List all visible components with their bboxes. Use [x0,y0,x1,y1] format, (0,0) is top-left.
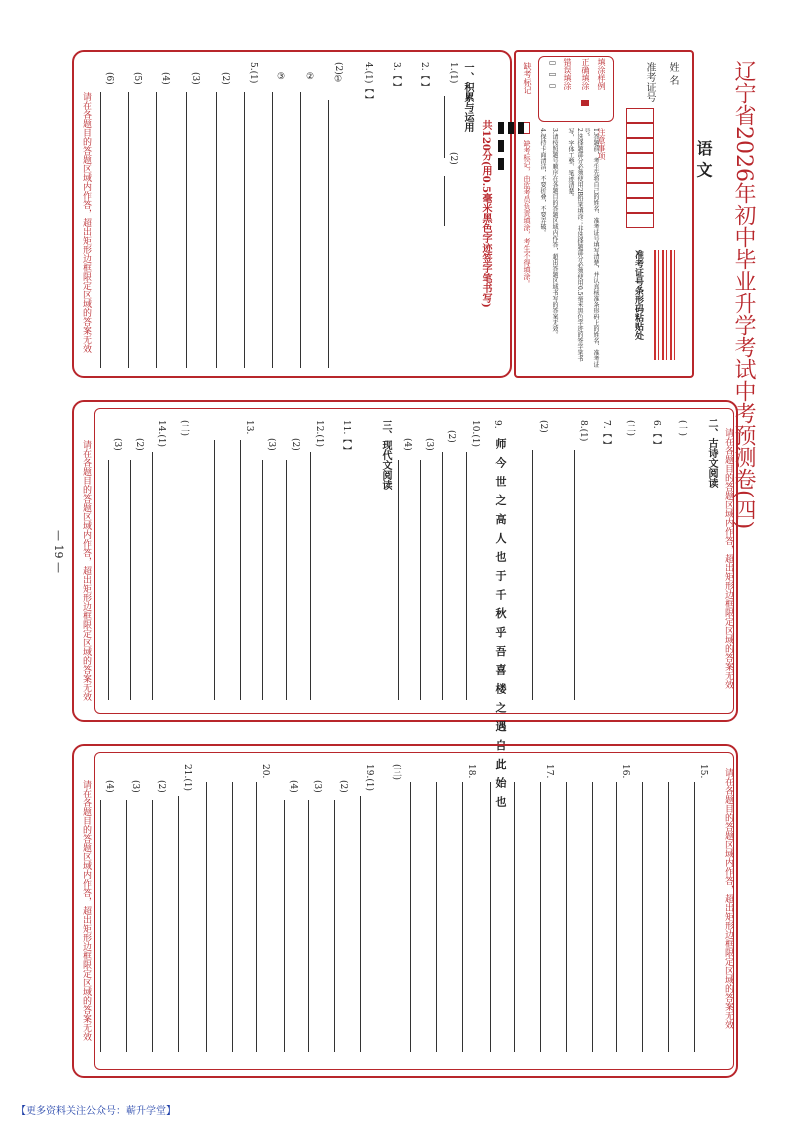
barcode-image [654,250,676,360]
answer-line[interactable] [310,452,311,700]
q9-label: 9. [492,420,502,429]
q8-part2-label: (2) [538,420,548,433]
subsection-one-label: (一) [677,420,687,437]
absent-note: 缺考标记，由监考员负责填涂，考生不得填涂。 [523,140,531,287]
q5-part6-label: (6) [104,72,114,85]
q21-part2-label: (2) [156,780,166,793]
answer-line[interactable] [232,782,233,1052]
answer-line[interactable] [444,176,445,226]
q21-part1-label: 21.(1) [182,764,192,792]
q14-part1-label: 14.(1) [156,420,166,448]
answer-line[interactable] [466,452,467,700]
q12-part3-label: (3) [266,438,276,451]
boundary-note: 请在各题目的答题区域内作答，超出矩形边框限定区域的答案无效 [81,440,91,701]
score-note: 共120分(用0.5毫米黑色字迹签字笔书写) [480,120,491,308]
q12-part1-label: 12.(1) [314,420,324,448]
boundary-note: 请在各题目的答题区域内作答，超出矩形边框限定区域的答案无效 [723,768,733,1029]
subject-title: 语 文 [694,140,713,178]
answer-line[interactable] [100,800,101,1052]
answer-line[interactable] [420,460,421,700]
answer-line[interactable] [328,100,329,368]
q5-part2-label: (2) [220,72,230,85]
fill-example-label: 填涂样例 [597,58,606,90]
answer-line[interactable] [360,796,361,1052]
answer-line[interactable] [574,450,575,700]
absent-label: 缺考标记 [523,62,532,94]
note-1: 1.答题前，考生先将自己的姓名、准考证号填写清楚，并认真核准条形码上的姓名、准考证号。 [583,128,599,368]
answer-line[interactable] [130,460,131,700]
header-panel [72,50,512,378]
answer-line[interactable] [668,782,669,1052]
barcode-label: 准考证号条形码粘贴处 [633,250,643,340]
answer-line[interactable] [442,452,443,700]
q18-label: 18. [466,764,476,779]
q21-part3-label: (3) [130,780,140,793]
wrong-fill-label: 错误填涂 [563,58,572,90]
timing-mark [498,158,504,170]
answer-line[interactable] [694,782,695,1052]
q14-part2-label: (2) [134,438,144,451]
answer-line[interactable] [152,452,153,700]
q9-sentence: 师 今 世 之 高 人 也 于 千 秋 乎 吾 喜 楼 之 遇 自 此 始 也 [494,438,507,809]
q14-part3-label: (3) [112,438,122,451]
footer-note: 【更多资料关注公众号：蕲升学堂】 [16,1106,176,1117]
answer-line[interactable] [108,460,109,700]
q17-label: 17. [544,764,554,779]
answer-line[interactable] [462,782,463,1052]
q19-part1-label: 19.(1) [364,764,374,792]
q4-part4-label: ③ [276,72,286,82]
answer-line[interactable] [262,460,263,700]
q1-part1-label: 1.(1) [448,62,458,84]
answer-line[interactable] [490,782,491,1052]
q10-part3-label: (3) [424,438,434,451]
q21-part4-label: (4) [104,780,114,793]
note-3: 3.请按照题号顺序在各题目的答题区域内作答，超出答题区域书写的答案无效。 [551,128,558,338]
section-one-title: 一、积累与运用 [462,62,473,132]
middle-inner-panel [94,408,734,714]
q7-label: 7.【 】 [601,420,611,450]
timing-mark [508,122,514,134]
q5-part3-label: (3) [190,72,200,85]
q4-part2-label: (2)① [333,62,343,85]
subsection-four-label: (二) [179,420,189,437]
timing-mark [518,122,524,134]
answer-line[interactable] [244,92,245,368]
bottom-inner-panel [94,752,734,1070]
answer-line[interactable] [642,782,643,1052]
answer-line[interactable] [566,782,567,1052]
note-2: 2.选择题部分必须使用2B铅笔填涂；非选择题部分必须使用0.5毫米黑色字迹的签字笔书写，字体工整、笔迹清楚。 [567,128,583,362]
q13-label: 13. [244,420,254,435]
q10-part1-label: 10.(1) [470,420,480,448]
timing-mark [498,140,504,152]
answer-line[interactable] [410,782,411,1052]
name-label: 姓 名 [667,62,678,86]
answer-line[interactable] [272,92,273,368]
wrong-fill-marks: ▭ ▭ ▭ [548,58,557,91]
subsection-three-label: (三) [391,764,401,781]
note-4: 4.保持卡面清洁，不要折叠，不要弄破。 [539,128,546,236]
boundary-note: 请在各题目的答题区域内作答，超出矩形边框限定区域的答案无效 [81,780,91,1041]
answer-line[interactable] [100,92,101,368]
answer-line[interactable] [334,800,335,1052]
answer-line[interactable] [444,96,445,158]
boundary-note: 请在各题目的答题区域内作答，超出矩形边框限定区域的答案无效 [723,428,733,689]
answer-line[interactable] [514,782,515,1052]
subsection-two-label: (二) [625,420,635,437]
answer-line[interactable] [156,92,157,368]
section-two-title: 二、古诗文阅读 [706,418,717,488]
answer-line[interactable] [256,782,257,1052]
q11-label: 11.【 】 [341,420,351,456]
q3-label: 3.【 】 [391,62,401,92]
id-number-grid[interactable] [626,108,654,228]
answer-line[interactable] [186,92,187,368]
q8-part1-label: 8.(1) [578,420,588,442]
q2-label: 2.【 】 [419,62,429,92]
answer-line[interactable] [284,800,285,1052]
answer-line[interactable] [436,782,437,1052]
answer-line[interactable] [532,450,533,700]
answer-line[interactable] [240,440,241,700]
answer-line[interactable] [592,782,593,1052]
q1-part2-label: (2) [448,152,458,165]
q5-part5-label: (5) [132,72,142,85]
answer-line[interactable] [178,796,179,1052]
q6-label: 6.【 】 [651,420,661,450]
q10-part2-label: (2) [446,430,456,443]
q16-label: 16. [620,764,630,779]
q19-part3-label: (3) [312,780,322,793]
answer-line[interactable] [126,800,127,1052]
answer-line[interactable] [214,440,215,700]
id-label: 准考证号 [644,62,655,102]
boundary-note: 请在各题目的答题区域内作答，超出矩形边框限定区域的答案无效 [81,92,91,353]
answer-line[interactable] [300,92,301,368]
exam-title: 辽宁省2026年初中毕业升学考试中考预测卷(四) [731,60,756,530]
answer-line[interactable] [286,460,287,700]
answer-line[interactable] [616,782,617,1052]
answer-line[interactable] [128,92,129,368]
answer-line[interactable] [206,782,207,1052]
answer-line[interactable] [540,782,541,1052]
q10-part4-label: (4) [402,438,412,451]
answer-line[interactable] [398,460,399,700]
q20-label: 20. [260,764,270,779]
correct-fill-mark [581,100,589,106]
q4-part1-label: 4.(1)【 】 [363,62,373,105]
q5-part1-label: 5.(1) [248,62,258,84]
q15-label: 15. [698,764,708,779]
answer-line[interactable] [216,92,217,368]
section-three-title: 三、现代文阅读 [380,420,391,490]
timing-mark [498,122,504,134]
q19-part4-label: (4) [288,780,298,793]
correct-fill-label: 正确填涂 [581,58,590,90]
notes-label: 注意事项 [597,128,606,160]
page-number: — 19 — [52,530,65,573]
q4-part3-label: ② [305,72,315,82]
q5-part4-label: (4) [160,72,170,85]
answer-line[interactable] [308,800,309,1052]
q19-part2-label: (2) [338,780,348,793]
answer-line[interactable] [152,800,153,1052]
q12-part2-label: (2) [290,438,300,451]
